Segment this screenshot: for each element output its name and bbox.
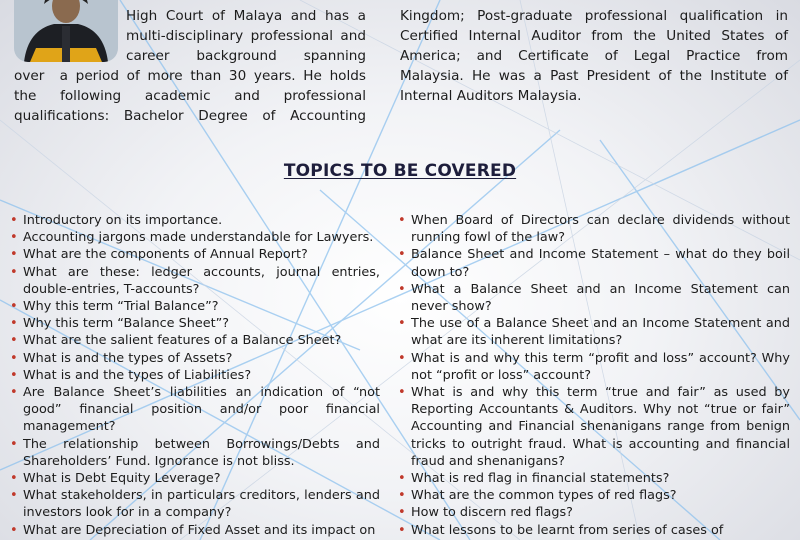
topic-text: • What are the salient features of a Balance Sheet?	[23, 333, 342, 349]
topics-heading-text: TOPICS TO BE COVERED	[283, 161, 517, 181]
topic-item	[396, 487, 790, 504]
topic-item	[396, 350, 790, 384]
topic-text: • What is and the types of Liabilities?	[23, 367, 252, 383]
topic-item	[8, 264, 380, 298]
bio-right-column	[400, 6, 788, 106]
topic-item	[8, 436, 380, 470]
topic-text: • How to discern red flags?	[411, 505, 573, 521]
bio-right-line-1: Kingdom; Post-graduate professional qualification in	[400, 8, 788, 24]
topic-text: • The use of a Balance Sheet and an Income Statement and what are its inherent limitations?	[411, 316, 790, 349]
topics-list-right	[396, 212, 790, 539]
topic-item	[8, 246, 380, 263]
topic-item	[8, 522, 380, 539]
bio-left-line-2: multi-disciplinary professional and	[126, 28, 366, 44]
topic-text: • Introductory on its importance.	[23, 213, 223, 228]
topics-list-left	[8, 212, 380, 539]
bio-right-line-3: America; and Certificate of Legal Practice from	[400, 48, 788, 64]
topic-item	[396, 281, 790, 315]
bio-right-line-4: Malaysia. He was a Past President of the Institute of	[400, 68, 788, 84]
bio-right-line-2: Certified Internal Auditor from the United States of	[400, 28, 788, 44]
topic-item	[396, 384, 790, 470]
topic-item	[8, 470, 380, 487]
topic-item	[396, 522, 790, 539]
topic-item	[396, 315, 790, 349]
topic-text: • Why this term “Balance Sheet”?	[23, 316, 230, 332]
topic-text: • What are these: ledger accounts, journal entries, double-entries, T-accounts?	[23, 264, 380, 297]
topic-text: • What lessons to be learnt from series of cases of	[411, 522, 724, 538]
topic-text: • What is and why this term “profit and loss” account? Why not “profit or loss” account?	[411, 350, 790, 383]
topic-item	[8, 367, 380, 384]
topic-item	[8, 212, 380, 229]
bio-left-line-1: High Court of Malaya and has a	[126, 8, 366, 24]
bio-left-line-4: over a period of more than 30 years. He holds	[14, 68, 366, 84]
topic-text: • What a Balance Sheet and an Income Statement can never show?	[411, 281, 790, 315]
topic-item	[8, 315, 380, 332]
topic-item	[396, 504, 790, 521]
topic-text: • Why this term “Trial Balance”?	[23, 299, 219, 315]
topic-text: • What are Depreciation of Fixed Asset and its impact on	[23, 522, 376, 538]
bio-left-column	[14, 6, 366, 126]
topic-text: • What are the common types of red flags?	[411, 488, 677, 504]
topic-text: • When Board of Directors can declare dividends without running fowl of the law?	[411, 213, 790, 246]
bio-left-line-3: career background spanning	[126, 48, 366, 64]
topic-item	[396, 470, 790, 487]
topic-item	[8, 229, 380, 246]
topic-item	[8, 332, 380, 349]
topics-heading	[0, 161, 800, 181]
topic-text: • Balance Sheet and Income Statement – what do they boil down to?	[411, 247, 790, 280]
topic-text: • What is red flag in financial statements?	[411, 471, 670, 487]
topic-text: • What are the components of Annual Report?	[23, 247, 308, 263]
topic-item	[396, 246, 790, 280]
bio-left-line-6: qualifications: Bachelor Degree of Accounting	[14, 108, 366, 124]
topic-text: • The relationship between Borrowings/Debts and Shareholders’ Fund. Ignorance is not bliss.	[23, 436, 380, 469]
topic-item	[8, 384, 380, 436]
bio-right-line-5: Internal Auditors Malaysia.	[400, 88, 582, 104]
topic-text: • What is and the types of Assets?	[23, 350, 233, 366]
topic-text: • What is and why this term “true and fair” as used by Reporting Accountants & Auditors. Why not “true or fair” Accounting and Financial shenanigans range from benign tricks to outright fraud. What is accounting and financial fraud and shenanigans?	[411, 385, 790, 469]
topic-text: • Are Balance Sheet’s liabilities an indication of “not good” financial position and/or poor financial management?	[23, 385, 380, 435]
topic-text: • Accounting jargons made understandable for Lawyers.	[23, 230, 374, 246]
topic-item	[8, 298, 380, 315]
topic-text: • What is Debt Equity Leverage?	[23, 471, 221, 487]
topic-text: • What stakeholders, in particulars creditors, lenders and investors look for in a company?	[23, 488, 380, 521]
topic-item	[8, 487, 380, 521]
topic-item	[8, 350, 380, 367]
topic-item	[396, 212, 790, 246]
bio-left-line-5: the following academic and professional	[14, 88, 366, 104]
